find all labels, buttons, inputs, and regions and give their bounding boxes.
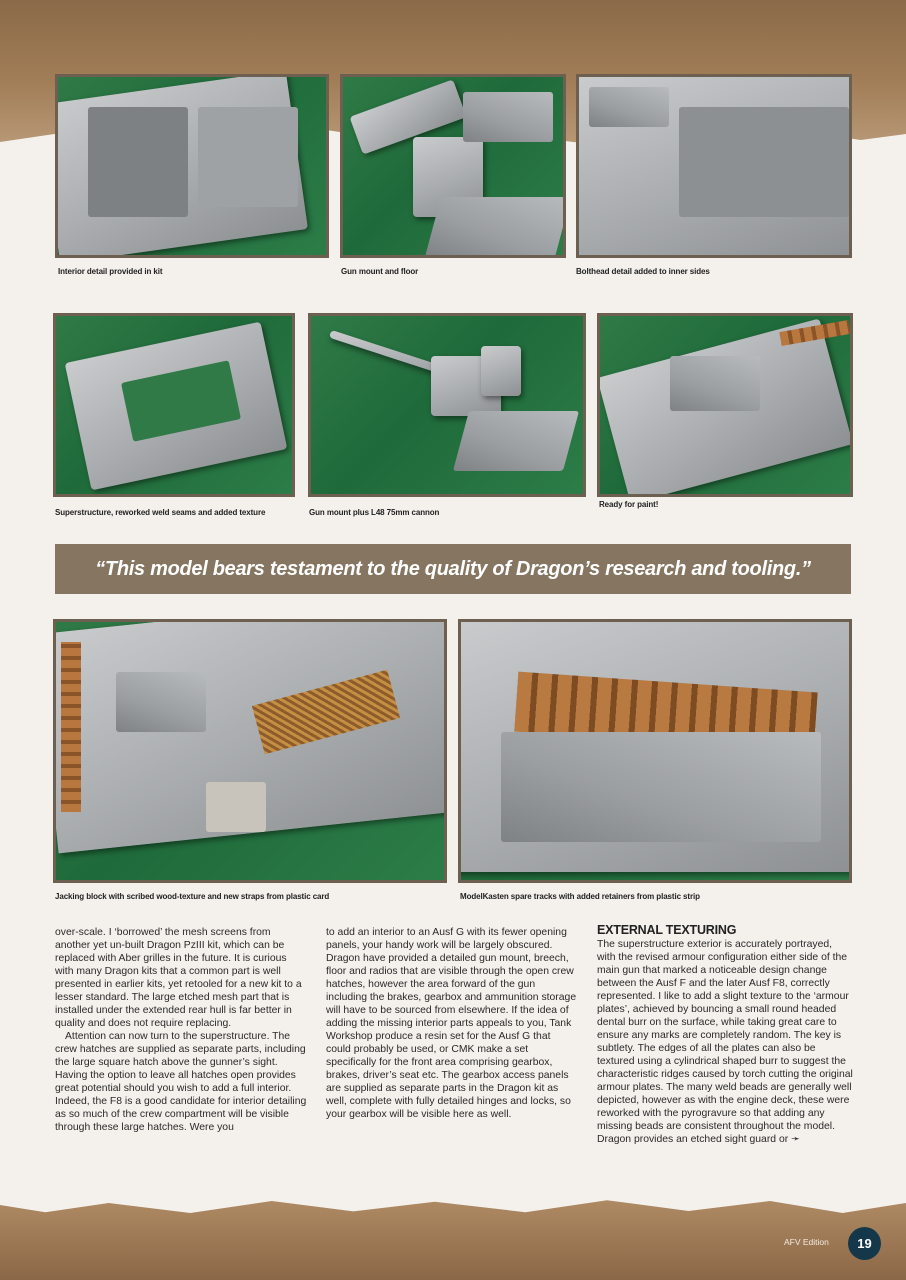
photo-spare-tracks xyxy=(458,619,852,883)
page-number: 19 xyxy=(848,1227,881,1260)
col1-paragraph-1: over-scale. I ‘borrowed’ the mesh screens from another yet un-built Dragon PzIII kit, which can be replaced with Aber grilles in the future. It is curious with many Dragon kits that a common part is well presented in earlier kits, yet retooled for a new kit to a lesser standard. The large etched mesh part that is installed under the extended rear hull is far better in quality and does not require replacing. xyxy=(55,927,302,1029)
photo-ready-for-paint xyxy=(597,313,853,497)
article-column-2 xyxy=(326,926,578,1121)
pull-quote: “This model bears testament to the quality of Dragon’s research and tooling.” xyxy=(95,557,811,580)
caption-superstructure: Superstructure, reworked weld seams and added texture xyxy=(55,508,266,517)
article-column-3 xyxy=(597,924,853,1146)
photo-interior-detail xyxy=(55,74,329,258)
caption-gun-mount-floor: Gun mount and floor xyxy=(341,267,419,276)
caption-ready-for-paint: Ready for paint! xyxy=(599,500,659,509)
col2-paragraph-1: to add an interior to an Ausf G with its fewer opening panels, your handy work will be largely obscured. Dragon have provided a detailed gun mount, breech, floor and radios that are visible through the open crew hatches, however the area forward of the gun including the brakes, gearbox and ammunition storage will have to be sourced from elsewhere. If the idea of adding the missing interior parts appeals to you, Tank Workshop produce a resin set for the Ausf G that could probably be used, or CMK make a set specifically for the front area comprising gearbox, brakes, driver’s seat etc. The gearbox access panels are supplied as separate parts in the Dragon kit as well, complete with fully detailed hinges and locks, so your gearbox will be visible here as well. xyxy=(326,927,577,1120)
photo-bolthead-detail xyxy=(576,74,852,258)
continue-arrow-icon: ➛ xyxy=(791,1134,800,1145)
caption-gun-mount-cannon: Gun mount plus L48 75mm cannon xyxy=(309,508,440,517)
photo-jacking-block xyxy=(53,619,447,883)
section-heading: EXTERNAL TEXTURING xyxy=(597,923,737,937)
col1-paragraph-2: Attention can now turn to the superstructure. The crew hatches are supplied as separate parts, including the large square hatch above the gunner’s sight. Having the option to leave all hatches open provides great potential should you wish to add a full interior. Indeed, the F8 is a good candidate for interior detailing as so much of the crew compartment will be visible through these large hatches. Were you xyxy=(55,1031,307,1133)
caption-interior-detail: Interior detail provided in kit xyxy=(58,267,163,276)
photo-superstructure xyxy=(53,313,295,497)
photo-gun-mount-floor xyxy=(340,74,566,258)
photo-gun-mount-cannon xyxy=(308,313,586,497)
bottom-grunge-border xyxy=(0,1195,906,1280)
edition-label: AFV Edition xyxy=(784,1237,829,1247)
article-column-1 xyxy=(55,926,307,1134)
col3-paragraph-1: The superstructure exterior is accurately portrayed, with the revised armour configuration either side of the main gun that marked a noticeable design change between the Ausf F and the later Ausf F8, correctly represented. I like to add a slight texture to the ‘armour plates’, achieved by bouncing a small round headed dental burr on the surface, while taking great care to ensure any marks are completely random. The key is subtlety. The edges of all the plates can also be textured using a cylindrical shaped burr to suggest the characteristic ridges caused by torch cutting the original armour plates. The many weld beads are generally well depicted, however as with the engine deck, these were reworked with the pyrogravure so that adding any missing beads are consistent throughout the model. Dragon provides an etched sight guard or xyxy=(597,939,853,1145)
caption-jacking-block: Jacking block with scribed wood-texture and new straps from plastic card xyxy=(55,892,330,901)
caption-bolthead-detail: Bolthead detail added to inner sides xyxy=(576,267,710,276)
pull-quote-band xyxy=(55,544,851,594)
caption-spare-tracks: ModelKasten spare tracks with added retainers from plastic strip xyxy=(460,892,700,901)
